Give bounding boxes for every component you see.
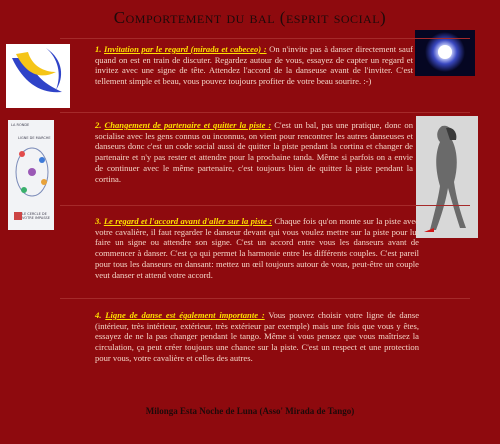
section-4 [95, 310, 419, 364]
section-2-number: 2. [95, 120, 102, 130]
flow-mid-label: LIGNE DE MARCHE [18, 136, 51, 140]
section-3-heading: Le regard et l'accord avant d'aller sur la piste : [103, 216, 273, 226]
flow-top-label: LA RONDE [11, 123, 30, 127]
section-4-text: Vous pouvez choisir votre ligne de danse (intérieur, très intérieur, extérieur, très extérieur par exemple) mais une fois que vous y êtes, essayez de ne la pas changer pendant le tango. Même si vous pensez que vous maîtrisez la circulation, ça peut créer toujours une chance sur la piste. C'est un respect et une protection pour vous, votre cavalière et celles des autres. [95, 310, 420, 363]
tango-logo-image [6, 44, 70, 108]
section-3 [95, 216, 419, 280]
section-2 [95, 120, 413, 184]
tango-dancers-photo [416, 116, 478, 238]
footer-signature: Milonga Esta Noche de Luna (Asso' Mirada de Tango) [145, 406, 355, 416]
page-title: Comportement du bal (esprit social) [113, 8, 387, 27]
section-1-heading: Invitation par le regard (mirada et cabeceo) : [104, 44, 267, 54]
moon-photo [415, 30, 475, 76]
section-3-number: 3. [95, 216, 102, 226]
section-2-heading: Changement de partenaire et quitter la piste : [104, 120, 272, 130]
flow-bottom-label: LE CERCLE DE VOTRE IMPASSE [22, 212, 50, 220]
section-3-text: Chaque fois qu'on monte sur la piste avec votre cavalière, il faut regarder le danseur devant qui vous voulez mettre sur la piste pour lui faire un signe ou attendre son signe. C'est un accord entre vous les danseurs avant de commencer à danser. C'est ça qui permet la harmonie entre les différents couples. C'est pareil pour tous les danseurs en dansant: mettez un œil toujours autour de vous, peut-être un couple veut danser et attend votre accord. [95, 216, 419, 280]
section-4-heading: Ligne de danse est également importante : [105, 310, 265, 320]
dance-circulation-diagram [8, 120, 54, 230]
section-1-number: 1. [95, 44, 102, 54]
section-1 [95, 44, 413, 87]
section-4-number: 4. [95, 310, 102, 320]
section-1-text: On n'invite pas à danser directement sauf quand on est en train de discuter. Regardez autour de vous, essayez de capter un regard et invitez avec une signe de tête. Attendez l'accord de la danseuse avant de l'inviter. C'est tellement simple et beau, vous pouvez toujours profiter de votre beau sourire. :-) [95, 44, 413, 87]
section-2-text: C'est un bal, pas une pratique, donc on socialise avec les gens connus ou inconnus, on vient pour rencontrer les autres danseuses et danseurs donc c'est un code social aussi de quitter la piste pendant la cortina et changer de partenaire et n'y pas rester et attendre pour la prochaine tanda. Même si parfois on a envie de continuer avec le même partenaire, c'est toujours bien de quitter la piste pendant la cortina. [95, 120, 413, 184]
